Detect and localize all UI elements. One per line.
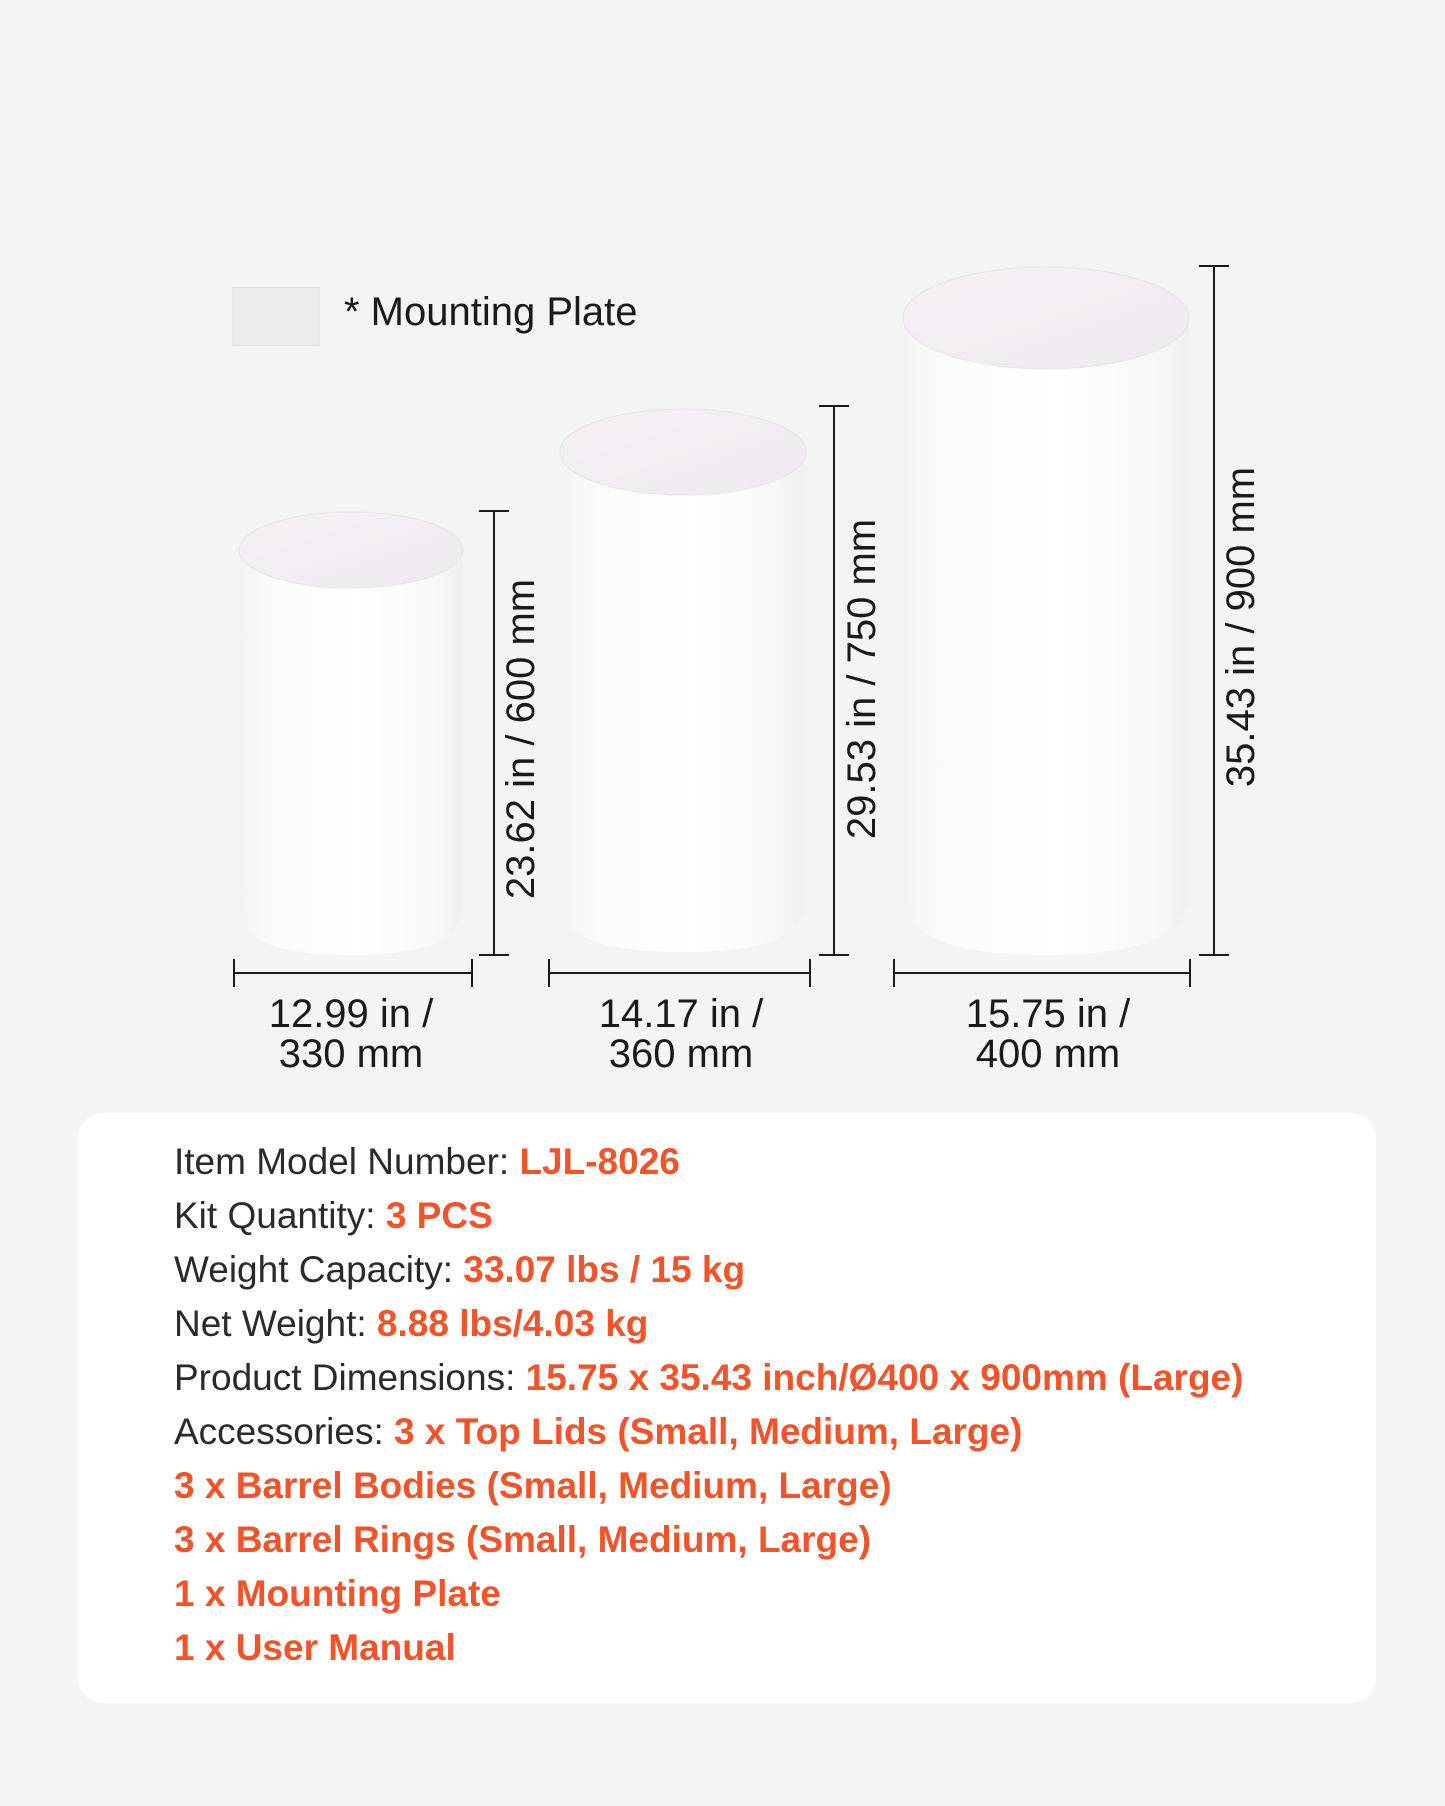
mounting-plate-swatch xyxy=(232,287,320,346)
medium-width-label: 14.17 in / 360 mm xyxy=(598,992,764,1076)
width-dimension-lines xyxy=(234,959,1190,987)
specs-panel xyxy=(78,1113,1376,1703)
spec-dimensions: Product Dimensions: 15.75 x 35.43 inch/Ø400 x 900mm (Large) xyxy=(174,1357,1244,1398)
small-height-label: 23.62 in / 600 mm xyxy=(499,578,543,900)
spec-accessory-barrel-rings: 3 x Barrel Rings (Small, Medium, Large) xyxy=(174,1519,872,1560)
medium-height-label: 29.53 in / 750 mm xyxy=(840,518,884,840)
small-width-label: 12.99 in / 330 mm xyxy=(268,992,434,1076)
spec-capacity: Weight Capacity: 33.07 lbs / 15 kg xyxy=(174,1249,746,1290)
spec-accessories: Accessories: 3 x Top Lids (Small, Medium, Large) xyxy=(174,1411,1023,1452)
spec-accessory-user-manual: 1 x User Manual xyxy=(174,1627,456,1668)
large-cylinder xyxy=(903,267,1189,955)
spec-accessory-mounting-plate: 1 x Mounting Plate xyxy=(174,1573,501,1614)
large-width-label: 15.75 in / 400 mm xyxy=(965,992,1131,1076)
spec-model: Item Model Number: LJL-8026 xyxy=(174,1141,680,1182)
spec-quantity: Kit Quantity: 3 PCS xyxy=(174,1195,493,1236)
small-cylinder xyxy=(239,512,463,955)
medium-cylinder xyxy=(560,409,806,952)
spec-accessory-barrel-bodies: 3 x Barrel Bodies (Small, Medium, Large) xyxy=(174,1465,892,1506)
legend-label: * Mounting Plate xyxy=(344,290,638,334)
spec-net-weight: Net Weight: 8.88 lbs/4.03 kg xyxy=(174,1303,649,1344)
large-height-label: 35.43 in / 900 mm xyxy=(1219,466,1263,788)
